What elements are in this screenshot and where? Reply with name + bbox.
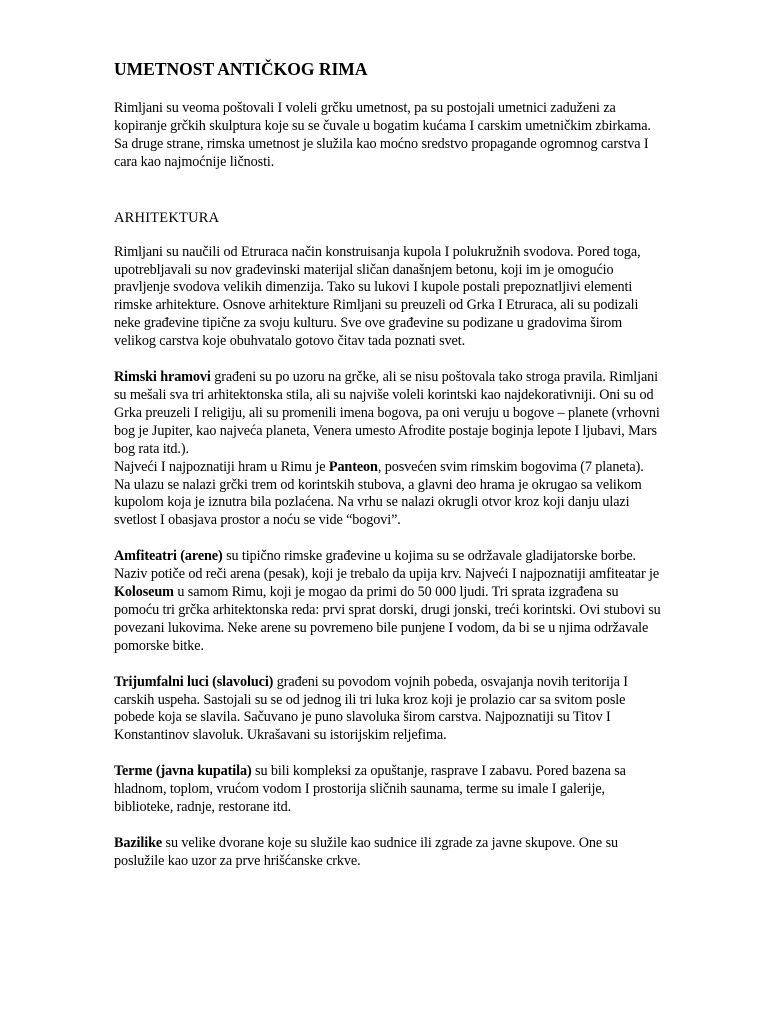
arches-text: građeni su povodom vojnih pobeda, osvajanja novih teritorija I carskih uspeha. Sastojali su se od jednog ili tri luka kroz koji je prolazio car sa svitom posle pobede koja se slavila. Sačuvano je puno slavoluka širom carstva. Najpoznatiji su Titov I Konstantinov slavoluk. Ukrašavani su istorijskim reljefima. bbox=[114, 673, 628, 744]
intro-paragraph: Rimljani su veoma poštovali I voleli grčku umetnost, pa su postojali umetnici zaduženi za kopiranje grčkih skulptura koje su se čuvale u bogatim kućama I carskim umetničkim zbirkama. Sa druge strane, rimska umetnost je služila kao moćno sredstvo propagande ogromnog carstva I cara kao najmoćnije ličnosti. bbox=[114, 100, 651, 170]
amphitheaters-term: Amfiteatri (arene) bbox=[114, 548, 223, 565]
basilicas-text: su velike dvorane koje su služile kao sudnice ili zgrade za javne skupove. One su poslužile kao uzor za prve hrišćanske crkve. bbox=[114, 835, 618, 869]
section-heading-architecture: ARHITEKTURA bbox=[114, 209, 220, 226]
amphitheaters-text-before: su tipično rimske građevine u kojima su se održavale gladijatorske borbe. Naziv potiče od reči arena (pesak), koji je trebalo da upija krv. Najveći I najpoznatiji amfiteatar je bbox=[114, 548, 660, 583]
temples-paragraph bbox=[114, 369, 662, 530]
arches-term: Trijumfalni luci (slavoluci) bbox=[114, 673, 274, 690]
basilicas-paragraph bbox=[114, 835, 662, 871]
architecture-paragraph: Rimljani su naučili od Etruraca način konstruisanja kupola I polukružnih svodova. Pored toga, upotrebljavali su nov građevinski materijal sličan današnjem betonu, koji im je omogućio pravljenje svodova velikih dimenzija. Tako su lukovi I kupole postali prepoznatljivi elementi rimske arhitekture. Osnove arhitekture Rimljani su preuzeli od Grka I Etruraca, ali su podizali neke građevine tipične za svoju kulturu. Sve ove građevine su podizane u gradovima širom velikog carstva koje obuhvatalo gotovo čitav tada poznati svet. bbox=[114, 243, 641, 350]
colosseum-term: Koloseum bbox=[114, 584, 174, 601]
baths-term: Terme (javna kupatila) bbox=[114, 763, 252, 780]
temples-text: građeni su po uzoru na grčke, ali se nisu poštovala tako stroga pravila. Rimljani su mešali sva tri arhitektonska stila, ali su najviše voleli korintski kao najdekorativniji. Oni su od Grka preuzeli I religiju, ali su promenili imena bogova, pa oni veruju u bogove – planete (vrhovni bog je Jupiter, kao najveća planeta, Venera umesto Afrodite postaje boginja lepote I ljubavi, Mars bog rata itd.). bbox=[114, 369, 660, 457]
document-page bbox=[114, 58, 662, 871]
basilicas-term: Bazilike bbox=[114, 835, 163, 851]
temples-term: Rimski hramovi bbox=[114, 369, 211, 386]
amphitheaters-paragraph bbox=[114, 548, 662, 655]
pantheon-term: Panteon bbox=[328, 458, 378, 475]
document-title: UMETNOST ANTIČKOG RIMA bbox=[114, 59, 368, 79]
pantheon-text-after: , posvećen svim rimskim bogovima (7 planeta). Na ulazu se nalazi grčki trem od korintskih stubova, a glavni deo hrama je okrugao sa velikom kupolom koja je iznutra bila pozlaćena. Na vrhu se nalazi okrugli otvor kroz koji danju ulazi svetlost I obasjava prostor a noću se vide “bogovi”. bbox=[114, 458, 644, 529]
baths-paragraph bbox=[114, 763, 662, 817]
pantheon-text-before: Najveći I najpoznatiji hram u Rimu je bbox=[114, 458, 329, 475]
amphitheaters-text-after: u samom Rimu, koji je mogao da primi do 50 000 ljudi. Tri sprata izgrađena su pomoću tri grčka arhitektonska reda: prvi sprat dorski, drugi jonski, treći korintski. Ovi stubovi su povezani lukovima. Neke arene su povremeno bile punjene I vodom, da bi se u njima održavale pomorske bitke. bbox=[114, 584, 661, 654]
arches-paragraph bbox=[114, 674, 662, 746]
baths-text: su bili kompleksi za opuštanje, rasprave I zabavu. Pored bazena sa hladnom, toplom, vrućom vodom I prostorija sličnih saunama, terme su imale I galerije, biblioteke, radnje, restorane itd. bbox=[114, 763, 626, 816]
